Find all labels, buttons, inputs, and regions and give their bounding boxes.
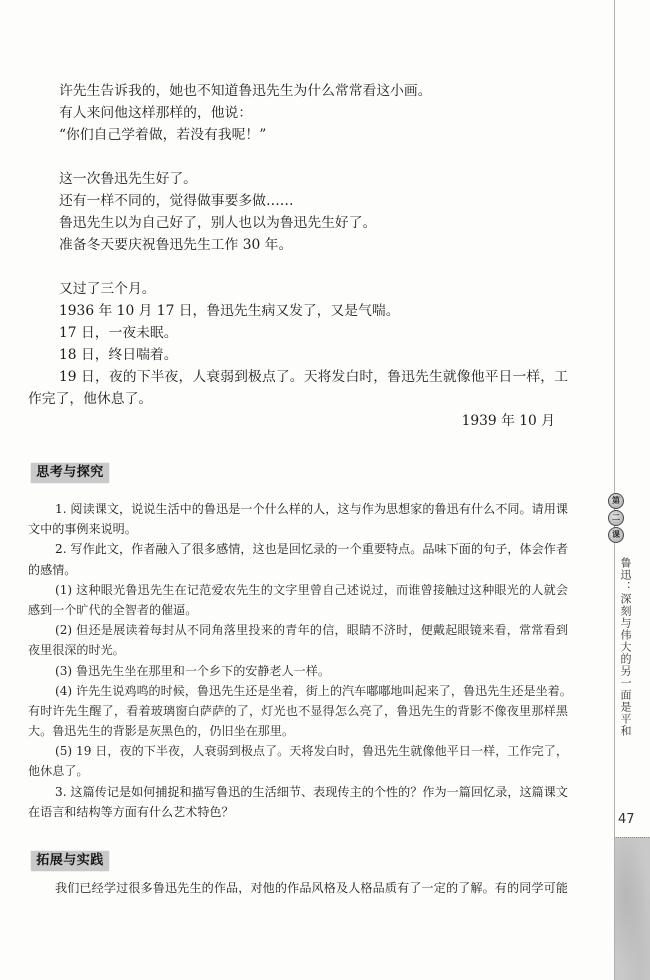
- section-header-extend-practice: 拓展与实践: [31, 851, 109, 871]
- question-item-continued: 文中的事例来说明。: [28, 522, 137, 537]
- article-quote: “你们自己学着做，若没有我呢！”: [59, 127, 267, 143]
- article-paragraph: 许先生告诉我的，她也不知道鲁迅先生为什么常常看这小画。: [59, 83, 432, 99]
- quoted-sentence: (4) 许先生说鸡鸣的时候，鲁迅先生还是坐着，街上的汽车嘟嘟地叫起来了，鲁迅先生还是坐着。: [55, 683, 572, 698]
- lesson-badge-char: 课: [608, 527, 624, 543]
- article-paragraph: 17 日，一夜未眠。: [59, 325, 178, 341]
- quoted-sentence-continued: 他休息了。: [28, 764, 89, 779]
- article-paragraph: 又过了三个月。: [59, 281, 156, 297]
- margin-thumb-tab: [614, 837, 650, 980]
- article-paragraph: 还有一样不同的，觉得做事要多做……: [59, 193, 294, 209]
- article-paragraph: 19 日，夜的下半夜，人衰弱到极点了。天将发白时，鲁迅先生就像他平日一样，工: [59, 369, 568, 385]
- quoted-sentence-continued: 大。鲁迅先生的背影是灰黑色的，仍旧坐在那里。: [28, 724, 295, 739]
- lesson-badge-char: 第: [608, 493, 624, 509]
- think-explore-questions: [28, 499, 572, 822]
- article-paragraph: 有人来问他这样那样的，他说：: [59, 105, 253, 121]
- extend-practice-text: [28, 878, 568, 898]
- quoted-sentence-continued: 夜里很深的时光。: [28, 643, 125, 658]
- practice-paragraph: 我们已经学过很多鲁迅先生的作品，对他的作品风格及人格品质有了一定的了解。有的同学可能: [55, 881, 568, 895]
- quoted-sentence: (1) 这种眼光鲁迅先生在记范爱农先生的文字里曾自己述说过，而谁曾接触过这种眼光的人就会: [55, 582, 568, 597]
- lesson-badge-char: 二: [608, 510, 624, 526]
- article-paragraph: 这一次鲁迅先生好了。: [59, 171, 197, 187]
- page-number: 47: [618, 812, 635, 827]
- quoted-sentence-continued: 有时许先生醒了，看着玻璃窗白萨萨的了，灯光也不显得怎么亮了，鲁迅先生的背影不像夜里那样黑: [28, 703, 568, 718]
- question-item: 1. 阅读课文，说说生活中的鲁迅是一个什么样的人，这与作为思想家的鲁迅有什么不同。请用课: [55, 502, 568, 516]
- article-paragraph-continued: 作完了，他休息了。: [28, 391, 153, 407]
- question-item-continued: 的感情。: [28, 562, 77, 577]
- article-paragraph: 18 日，终日喘着。: [59, 347, 178, 363]
- article-body: [28, 80, 568, 432]
- margin-rule: [614, 0, 615, 837]
- article-paragraph: 准备冬天要庆祝鲁迅先生工作 30 年。: [59, 237, 293, 253]
- quoted-sentence-continued: 感到一个旷代的全智者的催逼。: [28, 602, 198, 617]
- quoted-sentence: (3) 鲁迅先生坐在那里和一个乡下的安静老人一样。: [55, 663, 330, 678]
- article-paragraph: 鲁迅先生以为自己好了，别人也以为鲁迅先生好了。: [59, 215, 377, 231]
- quoted-sentence: (5) 19 日，夜的下半夜，人衰弱到极点了。天将发白时，鲁迅先生就像他平日一样，工作完了，: [55, 744, 568, 759]
- lesson-title-vertical: 鲁迅：深刻与伟大的另一面是平和: [619, 557, 632, 737]
- question-item: 3. 这篇传记是如何捕捉和描写鲁迅的生活细节、表现传主的个性的？作为一篇回忆录，这篇课文: [55, 784, 568, 799]
- article-paragraph: 1936 年 10 月 17 日，鲁迅先生病又发了，又是气喘。: [59, 303, 400, 319]
- quoted-sentence: (2) 但还是展读着每封从不同角落里投来的青年的信，眼睛不济时，便戴起眼镜来看，常常看到: [55, 623, 568, 638]
- question-item-continued: 在语言和结构等方面有什么艺术特色？: [28, 804, 234, 819]
- question-item: 2. 写作此文，作者融入了很多感情，这也是回忆录的一个重要特点。品味下面的句子，体会作者: [55, 542, 568, 557]
- section-header-think-explore: 思考与探究: [31, 463, 109, 483]
- article-date: 1939 年 10 月: [461, 413, 555, 429]
